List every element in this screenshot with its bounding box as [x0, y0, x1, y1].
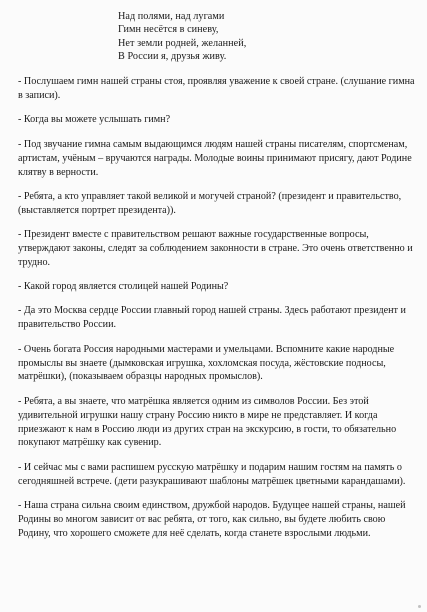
poem-line: Над полями, над лугами	[118, 11, 225, 22]
paragraph: - Под звучание гимна самым выдающимся людям нашей страны писателям, спортсменам, артистам, учёным – вручаются награды. Молодые воины принимают присягу, дают Родине клятву в верности.	[18, 138, 412, 178]
paragraph: - И сейчас мы с вами распишем русскую матрёшку и подарим нашим гостям на память о сегодняшней встрече. (дети разукрашивают шаблоны матрёшек цветными карандашами).	[18, 461, 406, 487]
poem-line: Нет земли родней, желанней,	[118, 37, 247, 49]
paragraph: - Наша страна сильна своим единством, дружбой народов. Будущее нашей страны, нашей Родины во многом зависит от вас ребята, от того, как сильно, вы будете любить свою Родину, что хорошего сможете для неё сделать, когда станете взрослыми людьми.	[18, 499, 406, 539]
paragraph: - Послушаем гимн нашей страны стоя, проявляя уважение к своей стране. (слушание гимна в записи).	[18, 76, 415, 101]
paragraph: - Да это Москва сердце России главный город нашей страны. Здесь работают президент и правительство России.	[18, 305, 406, 331]
poem-stanza	[118, 10, 318, 64]
paragraph: - Когда вы можете услышать гимн?	[18, 114, 171, 126]
poem-line: Гимн несётся в синеву,	[118, 24, 219, 36]
poem-line: В России я, друзья живу.	[118, 51, 227, 63]
paragraph: - Президент вместе с правительством решают важные государственные вопросы, утверждают законы, следят за соблюдением законности в стране. Это очень ответственно и трудно.	[18, 229, 413, 268]
paragraph: - Какой город является столицей нашей Родины?	[18, 281, 229, 293]
paragraph-list	[18, 75, 416, 551]
paragraph: - Очень богата Россия народными мастерами и умельцами. Вспомните какие народные промыслы вы знаете (дымковская игрушка, хохломская посуда, жёстовские подносы, матрёшки), (показываем образцы народных промыслов).	[18, 343, 395, 383]
scan-speck	[418, 605, 421, 608]
paragraph: - Ребята, а вы знаете, что матрёшка является одним из символов России. Без этой удивительной игрушки нашу страну Россию никто в мире не представляет. И когда приезжают к нам в Россию люди из других стран на экскурсию, в гости, то обязательно покупают матрёшку как сувенир.	[18, 395, 397, 449]
paragraph: - Ребята, а кто управляет такой великой и могучей страной? (президент и правительство, (выставляется портрет президента)).	[18, 190, 402, 216]
